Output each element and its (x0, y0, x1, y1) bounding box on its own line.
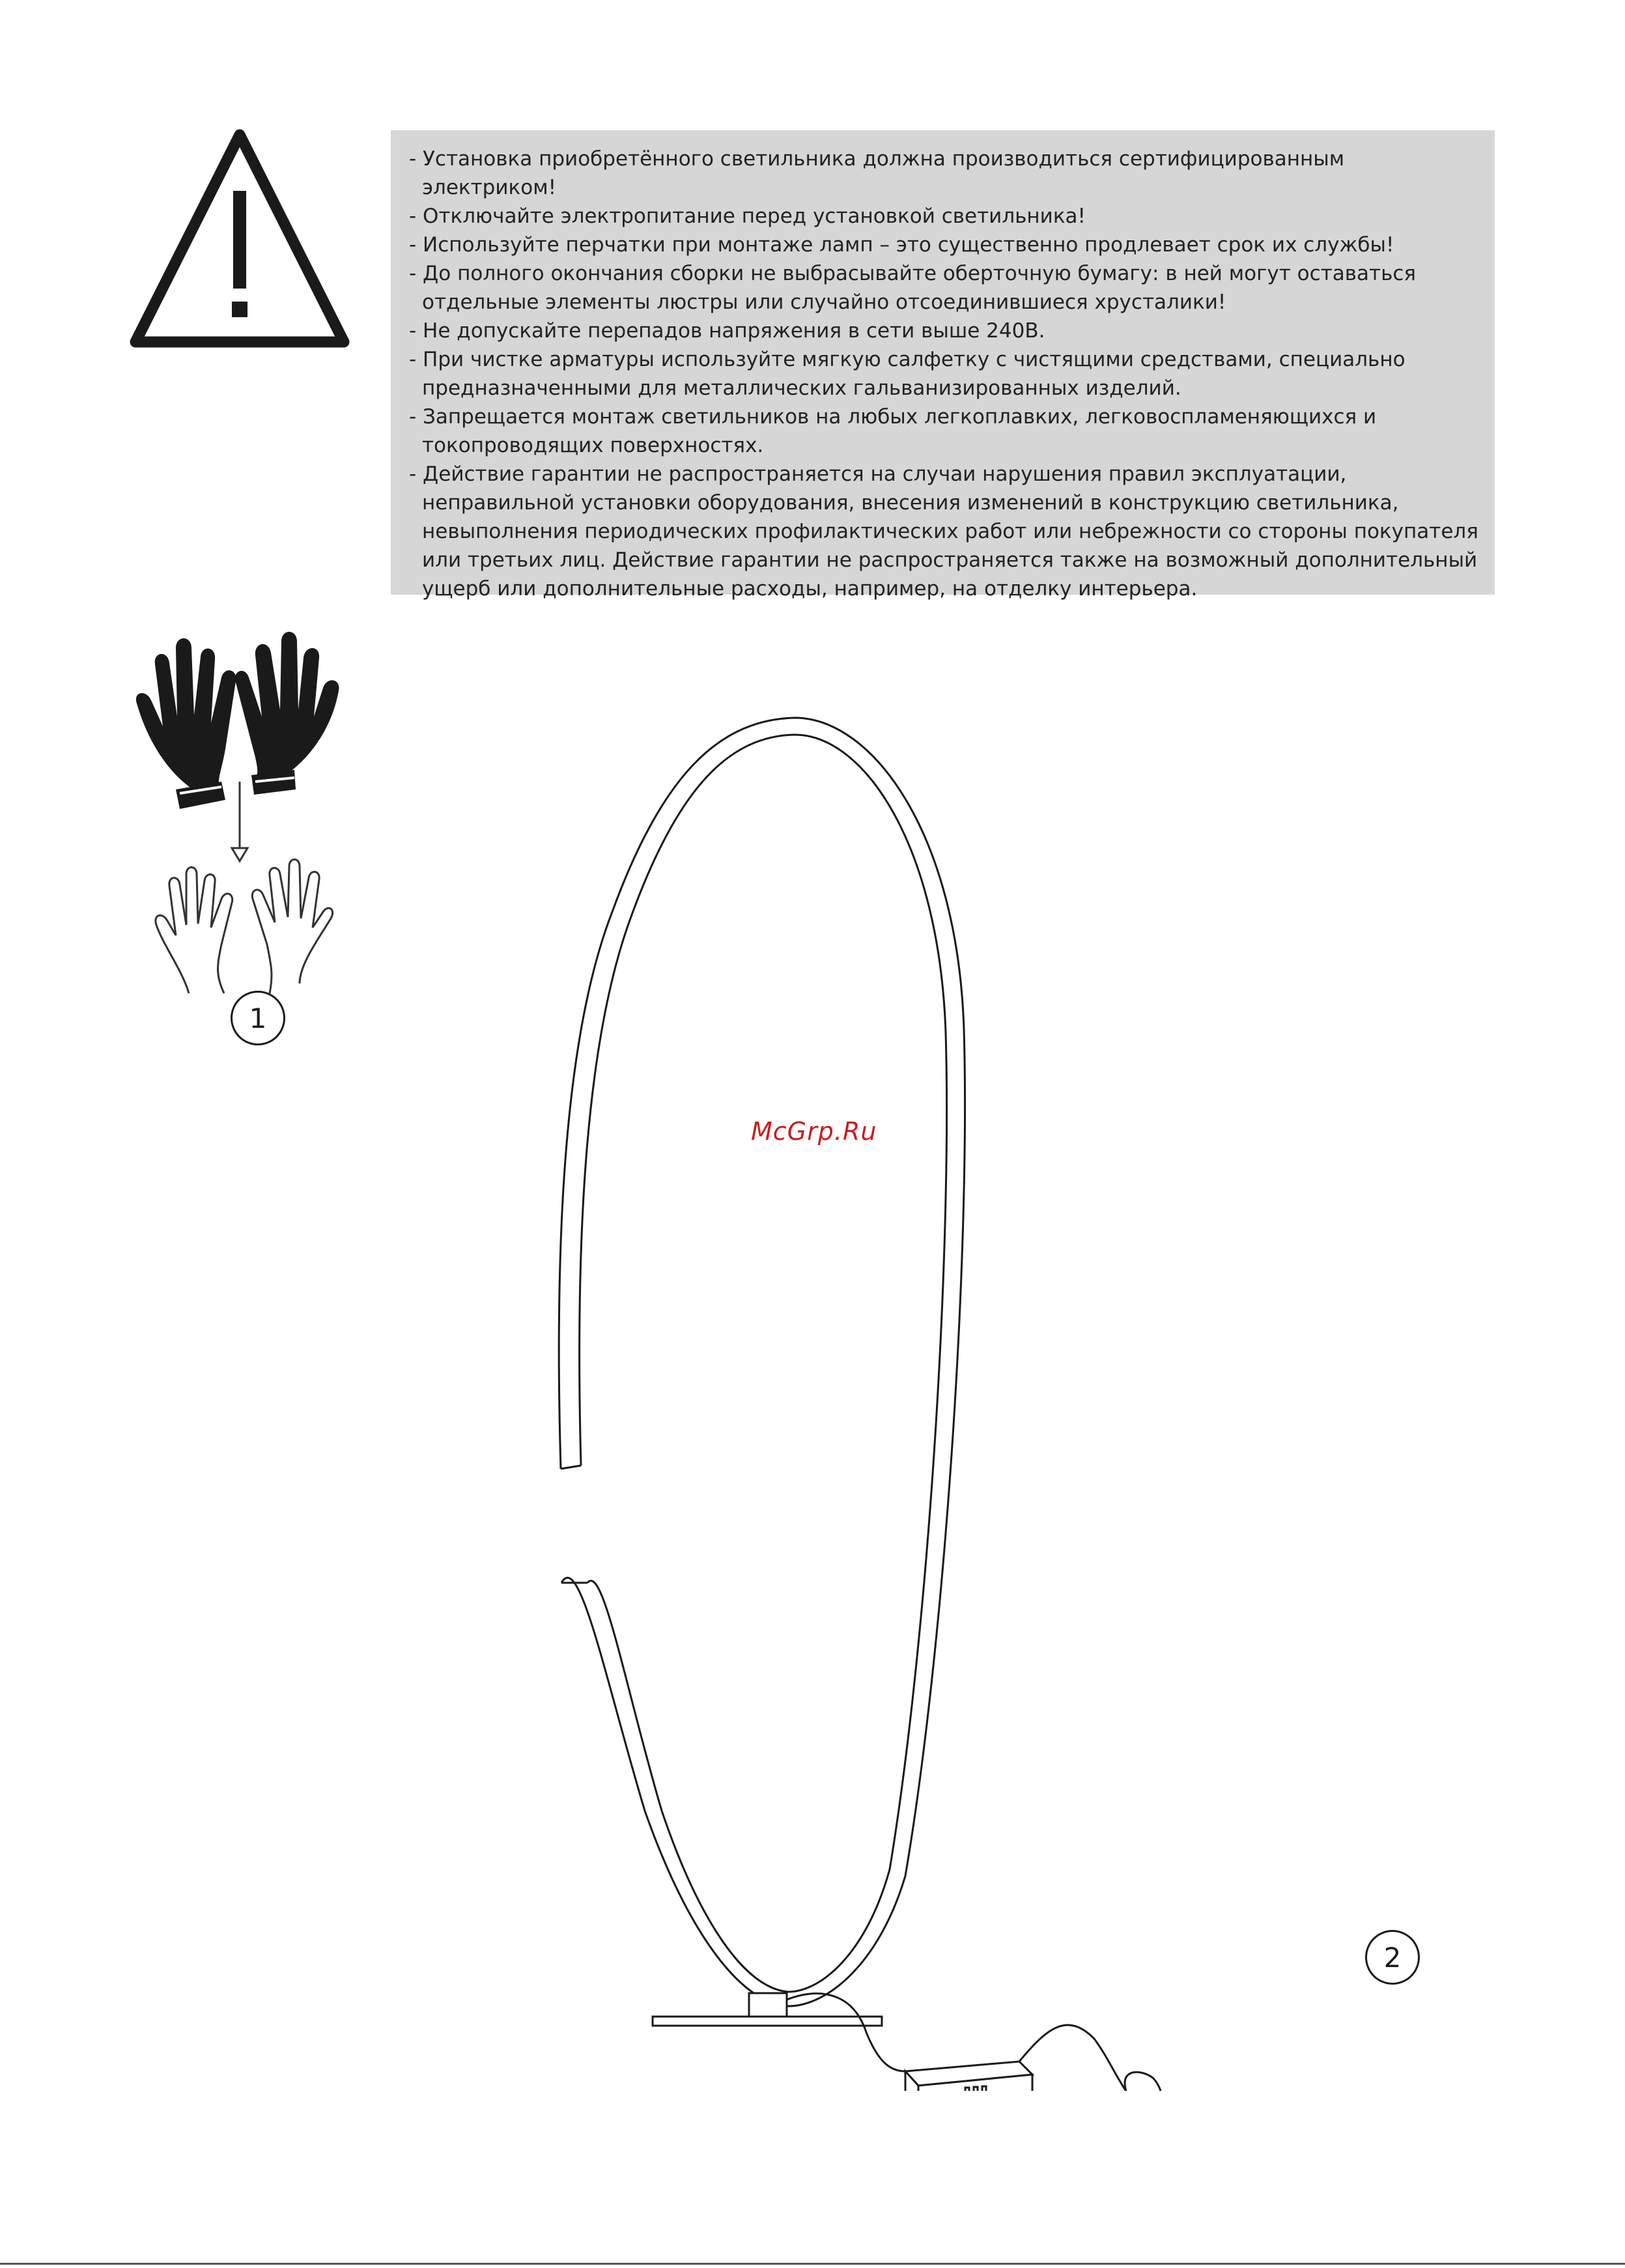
lamp-base (653, 1993, 882, 2026)
warning-item: - Не допускайте перепадов напряжения в сети выше 240В. (409, 319, 1045, 343)
page-bottom-rule (0, 2263, 1625, 2265)
warning-item: - Установка приобретённого светильника должна производиться сертифицированным электриком! (409, 147, 1351, 199)
warning-list (409, 145, 1485, 603)
floor-lamp-illustration (541, 703, 1452, 2091)
warning-item: - Используйте перчатки при монтаже ламп – это существенно продлевает срок их службы! (409, 233, 1394, 257)
gloves-icon (136, 632, 339, 809)
warning-notice-box (391, 130, 1495, 601)
lamp-ring (559, 718, 965, 2006)
warning-item: - До полного окончания сборки не выбрасывайте оберточную бумагу: в ней могут оставаться отдельные элементы люстры или случайно отсоединившиеся хрусталики! (409, 262, 1422, 314)
gloves-instruction-illustration (124, 619, 358, 1049)
warning-item: - Действие гарантии не распространяется на случаи нарушения правил эксплуатации, неправильной установки оборудования, внесения изменений в конструкцию светильника, невыполнения периодических профилактических работ или небрежности со стороны покупателя или третьих лиц. Действие гарантии не распространяется также на возможный дополнительный ущерб или дополнительные расходы, например, на отделку интерьера. (409, 462, 1485, 601)
step-2-callout: 2 (1365, 1930, 1420, 1985)
driver-box (905, 2062, 1032, 2091)
step-1-callout: 1 (231, 991, 285, 1045)
warning-item: - Запрещается монтаж светильников на любых легкоплавких, легковоспламеняющихся и токопроводящих поверхностях. (409, 405, 1383, 457)
warning-item: - При чистке арматуры используйте мягкую салфетку с чистящими средствами, специально предназначенными для металлических гальванизированных изделий. (409, 348, 1412, 400)
warning-triangle-icon (129, 127, 350, 348)
bare-hands-icon (156, 860, 333, 994)
arrow-down-icon (232, 782, 247, 861)
watermark-text: McGrp.Ru (751, 1117, 877, 1146)
warning-item: - Отключайте электропитание перед установкой светильника! (409, 205, 1086, 228)
